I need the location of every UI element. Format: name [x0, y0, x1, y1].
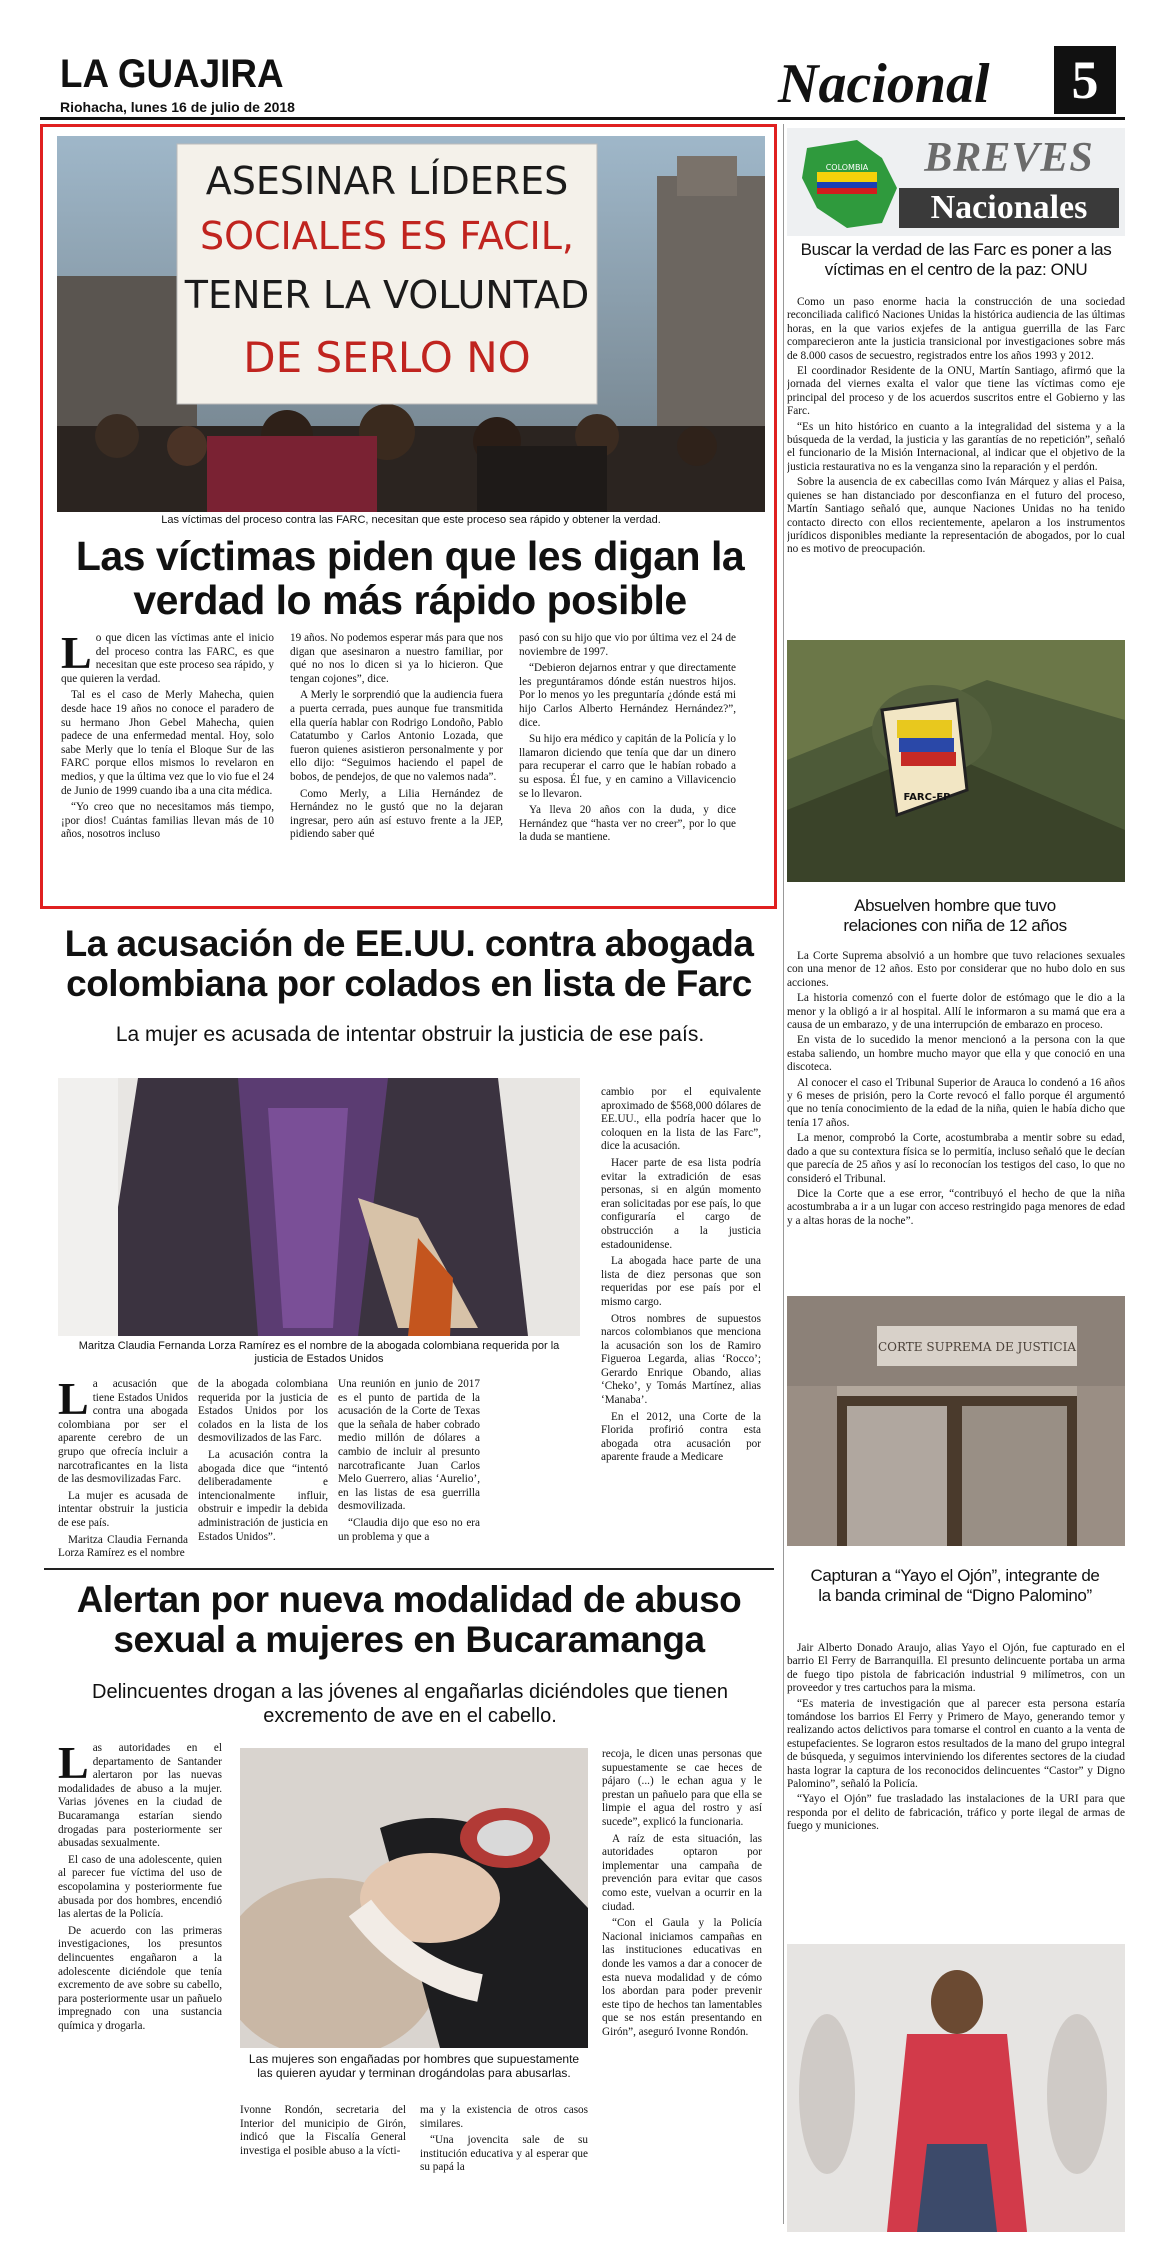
breves-banner [787, 128, 1125, 236]
hair-photo-image [240, 1748, 588, 2048]
dateline: Riohacha, lunes 16 de julio de 2018 [60, 99, 295, 115]
hair-photo [240, 1748, 588, 2048]
headline: Absuelven hombre que tuvo relaciones con niña de 12 años [843, 896, 1067, 935]
paragraph: La mujer es acusada de intentar obstruir la justicia de ese país. [58, 1489, 188, 1529]
paragraph: “Una jovencita sale de su institución educativa y al esperar que su papá la [420, 2134, 588, 2174]
paragraph: A Merly le sorprendió que la audiencia fuera a puerta cerrada, pues aunque fue transmitida ella quería hablar con Rodrigo Londoño, Pablo Catatumbo y Carlos Antonio Lozada, que fueron quienes asistieron personalmente y por ello dijo: “Seguimos haciendo el papel de bobos, de pendejos, de que no valemos nada”. [290, 689, 503, 783]
photo-caption: Las mujeres son engañadas por hombres que supuestamente las quieren ayudar y terminan drogándolas para abusarlas. [248, 2052, 580, 2080]
court-photo-image [787, 1296, 1125, 1546]
paragraph: La abogada hace parte de una lista de diez personas que son requeridas por ese país por el mismo cargo. [601, 1255, 761, 1308]
sign-line-3: TENER LA VOLUNTAD [184, 273, 590, 317]
sidebar-divider [783, 124, 784, 2224]
paragraph: “Es un hito histórico en cuanto a la integralidad del sistema y a la búsqueda de la verdad, la justicia y las garantías de no repetición”, señaló el funcionario de la Misión Internacional, al indicar que el objetivo de la justicia restaurativa no es la venganza sino la reparación y el perdón. [787, 420, 1125, 473]
paragraph: En el 2012, una Corte de la Florida profirió contra esta abogada otra acusación por aparente fraude a Medicare [601, 1410, 761, 1464]
story-column [61, 632, 274, 906]
suspect-photo-image [787, 1944, 1125, 2232]
story-column [787, 950, 1125, 1276]
paragraph: Como Merly, a Lilia Hernández de Hernández no le gustó que no la dejaran ingresar, pero aún así estuvo frente a la JEP, pidiendo saber qué [290, 787, 503, 841]
headline: La acusación de EE.UU. contra abogada colombiana por colados en lista de Farc [64, 923, 754, 1004]
story-column [519, 632, 736, 906]
paragraph: Sobre la ausencia de ex cabecillas como Iván Márquez y alias el Paisa, quienes se han distanciado por desconfianza en el futuro del proceso, Martín Santiago señaló que, aunque Naciones Unidas no ha tenido contacto directo con ellos recientemente, apelaron a los instrumentos jurídicos disponibles mediante la representación de abogados, por lo cual no es motivo de preocupación. [787, 476, 1125, 556]
headline: Buscar la verdad de las Farc es poner a las víctimas en el centro de la paz: ONU [800, 240, 1112, 279]
paragraph: Maritza Claudia Fernanda Lorza Ramírez es el nombre [58, 1533, 188, 1560]
page-number: 5 [1054, 46, 1116, 114]
paragraph: La acusación contra la abogada dice que “intentó deliberadamente e intencionalmente influir, obstruir e impedir la debida administración de justicia en Estados Unidos”. [198, 1448, 328, 1543]
patch-label: FARC-EP [903, 792, 951, 803]
breves-title: BREVES [924, 135, 1094, 181]
headline: Capturan a “Yayo el Ojón”, integrante de la banda criminal de “Digno Palomino” [810, 1566, 1100, 1605]
paragraph: A raíz de esta situación, las autoridades optaron por implementar una campaña de prevención para evitar que casos como este, vuelvan a ocurrir en la ciudad. [602, 1832, 762, 1913]
map-label: COLOMBIA [825, 163, 869, 172]
sign-line-1: ASESINAR LÍDERES [205, 159, 569, 203]
dropcap: L [58, 1742, 89, 1788]
protest-photo [57, 136, 765, 512]
paragraph: La menor, comprobó la Corte, acostumbraba a mentir sobre su edad, dado a que su contextura física se lo permitía, incluso señaló que le decían que parecía de 25 años y así lo reconocían los testigos del caso, lo que no consideró el Tribunal. [787, 1132, 1125, 1185]
section-title: Nacional [778, 53, 990, 115]
story-column [420, 2104, 588, 2228]
subheadline: Delincuentes drogan a las jóvenes al engañarlas diciéndoles que tienen excremento de ave en el cabello. [92, 1681, 728, 1727]
paragraph: a acusación que tiene Estados Unidos contra una abogada colombiana por ser el aparente cerebro de un grupo que ofrecía incluir a narcotraficantes en la lista de las desmovilizadas Farc. [58, 1378, 188, 1486]
masthead [0, 0, 1165, 120]
paragraph: as autoridades en el departamento de Santander alertaron por las nuevas modalidades de abuso a la mujer. Varias jóvenes en la ciudad de Bucaramanga estarían siendo drogadas para posteriormente ser abusadas sexualmente. [58, 1742, 222, 1850]
paragraph: ma y la existencia de otros casos similares. [420, 2104, 588, 2130]
breves-subtitle: Nacionales [930, 189, 1088, 226]
story-column [198, 1378, 328, 1563]
headline: Alertan por nueva modalidad de abuso sexual a mujeres en Bucaramanga [76, 1579, 742, 1660]
paragraph: Hacer parte de esa lista podría evitar la extradición de esas personas, si en algún momento eran solicitadas por ese país, lo que configuraría el cargo de obstrucción a la justicia estadounidense. [601, 1156, 761, 1251]
story-column [58, 1378, 188, 1563]
paragraph: Una reunión en junio de 2017 es el punto de partida de la acusación de la Corte de Texas que la señala de haber cobrado medio millón de dólares a cambio de incluir al presunto narcotraficante Juan Carlos Melo Guerrero, alias ‘Aurelio’, en las listas de esa guerrilla desmovilizada. [338, 1378, 480, 1513]
paragraph: 19 años. No podemos esperar más para que nos digan que asesinaron a nuestro familiar, por qué no nos lo dicen si ya lo hicieron. Que tengan cojones”, dice. [290, 632, 503, 685]
paragraph: Otros nombres de supuestos narcos colombianos que menciona la acusación son los de Ramiro Figueroa Legarda, alias ‘Rocco’; Gerardo Enrique Obando, alias ‘Cheko’, y Tomás Martínez, alias ‘Manaba’. [601, 1312, 761, 1407]
paragraph: La Corte Suprema absolvió a un hombre que tuvo relaciones sexuales con una menor de 12 años. Esto por considerar que no hubo dolo en sus acciones. [787, 950, 1125, 989]
paragraph: “Es materia de investigación que al parecer esta persona estaría tomándose los barrios El Ferry y Primero de Mayo, generando temor y realizando actos delictivos para tomarse el control en cuanto a la venta de estupefacientes. Se lograron estos resultados de la mano del grupo integral de búsqueda, y seguimos interviniendo los diferentes sectores de la ciudad hasta lograr la captura de los reconocidos delincuentes “Castor” y Digno Palomino”, señaló la Policía. [787, 1697, 1125, 1791]
suspect-photo [787, 1944, 1125, 2232]
protest-sign [177, 144, 597, 404]
paragraph: El coordinador Residente de la ONU, Martín Santiago, afirmó que la jornada del viernes exalta el valor que tiene las víctimas como eje principal del proceso y de los acuerdos suscritos entre el Gobierno y las Farc. [787, 365, 1125, 418]
paragraph: o que dicen las víctimas ante el inicio del proceso contra las FARC, es que necesitan que este proceso sea rápido, y que quieren la verdad. [61, 632, 274, 685]
story-column [290, 632, 503, 906]
story-column [787, 296, 1125, 628]
story-column [58, 1742, 222, 2227]
paragraph: pasó con su hijo que vio por última vez el 24 de noviembre de 1997. [519, 632, 736, 658]
paragraph: Como un paso enorme hacia la construcción de una sociedad reconciliada calificó Naciones Unidas la histórica audiencia de las últimas horas, en la que varios exjefes de la antigua guerrilla de las Farc comparecieron ante la justicia transicional por investigaciones sobre más de 8.000 casos de secuestro, registrados entre los años 1993 y 2012. [787, 296, 1125, 362]
paragraph: “Claudia dijo que eso no era un problema y que a [338, 1516, 480, 1543]
photo-caption: Maritza Claudia Fernanda Lorza Ramírez es el nombre de la abogada colombiana requerida por la justicia de Estados Unidos [78, 1340, 560, 1365]
lawyer-photo [58, 1078, 580, 1336]
story-column [601, 1086, 761, 1564]
dropcap: L [58, 1378, 89, 1424]
paragraph: De acuerdo con las primeras investigaciones, los presuntos delincuentes engañaron a la adolescente diciéndole que tenía excremento de ave sobre su cabello, para posteriormente usar un pañuelo impregnado con una sustancia química y drogarla. [58, 1924, 222, 2032]
paragraph: recoja, le dicen unas personas que supuestamente se cae heces de pájaro (...) le echan agua y le prestan un pañuelo para que ella se limpie el agua del rostro y así sucede”, explicó la funcionaria. [602, 1748, 762, 1828]
dropcap: L [61, 632, 92, 678]
paragraph: El caso de una adolescente, quien al parecer fue víctima del uso de escopolamina y posteriormente fue abusada por dos hombres, encendió las alertas de la Policía. [58, 1853, 222, 1921]
headline: Las víctimas piden que les digan la verdad lo más rápido posible [75, 533, 745, 624]
sign-line-2: SOCIALES ES FACIL, [199, 214, 575, 258]
paragraph: de la abogada colombiana requerida por la justicia de Estados Unidos por los colados en la lista de los desmovilizados de las Farc. [198, 1378, 328, 1445]
paragraph: “Yo creo que no necesitamos más tiempo, ¡por dios! Cuántas familias llevan más de 10 años, nosotros incluso [61, 801, 274, 841]
photo-caption: Las víctimas del proceso contra las FARC, necesitan que este proceso sea rápido y obtener la verdad. [161, 514, 661, 526]
paragraph: Ya lleva 20 años con la duda, y dice Hernández que “hasta ver no creer”, por lo que la duda se mantiene. [519, 804, 736, 844]
farc-patch-image [787, 640, 1125, 882]
paragraph: Dice la Corte que a ese error, “contribuyó el hecho de que la niña acostumbraba a ir a un lugar con acceso restringido paga menores de edad y a altas horas de la noche”. [787, 1187, 1125, 1227]
paragraph: Su hijo era médico y capitán de la Policía y lo llamaron diciendo que tenía que dar un dinero para recuperar el carro que le habían robado a su esposa. Él fue, y en camino a Villavicencio se lo llevaron. [519, 733, 736, 800]
paragraph: “Con el Gaula y la Policía Nacional iniciamos campañas en las instituciones educativas en donde les vamos a dar a conocer de esta nueva modalidad y de cómo los abordan para poder prevenir este tipo de hechos tan lamentables que se nos están presentando en Girón”, aseguró Ivonne Rondón. [602, 1917, 762, 2038]
paragraph: “Debieron dejarnos entrar y que directamente les preguntáramos dónde están nuestros hijos. Por lo menos yo les preguntaría ¿dónde está mi hijo Carlos Alberto Hernández Hernández?”, dice. [519, 662, 736, 729]
paragraph: Jair Alberto Donado Araujo, alias Yayo el Ojón, fue capturado en el barrio El Ferry de Barranquilla. El presunto delincuente portaba un arma de fuego tipo pistola de fabricación industrial 9 milímetros, con un proveedor y tres cartuchos para la misma. [787, 1642, 1125, 1695]
lawyer-photo-image [58, 1078, 580, 1336]
story-column [787, 1642, 1125, 1932]
sign-line-4: DE SERLO NO [243, 333, 531, 382]
paragraph: “Yayo el Ojón” fue trasladado las instalaciones de la URI para que responda por el delito de fabricación, tráfico y porte ilegal de armas de fuego y municiones. [787, 1793, 1125, 1833]
paragraph: cambio por el equivalente aproximado de $568,000 dólares de EE.UU., ella podría hacer que lo coloquen en la lista de las Farc”, dice la acusación. [601, 1086, 761, 1153]
story-column [602, 1748, 762, 2228]
paragraph: Tal es el caso de Merly Mahecha, quien desde hace 19 años no conoce el paradero de su hermano Jhon Gebel Mahecha, quien padece de una enfermedad mental. Hoy, solo sabe Merly que lo tenía el Bloque Sur de las FARC porque ellos mismos lo revelaron en medios, y que la última vez que lo vio fue el 24 de Junio de 1999 cuando iba a una cita médica. [61, 689, 274, 797]
paragraph: Al conocer el caso el Tribunal Superior de Arauca lo condenó a 16 años y 6 meses de prisión, pero la Corte revocó el fallo porque él argumentó que no tenía conocimiento de la edad de la niña, quien le había dicho que tenía 17 años. [787, 1076, 1125, 1129]
court-sign: CORTE SUPREMA DE JUSTICIA [877, 1340, 1077, 1354]
court-photo [787, 1296, 1125, 1546]
story-column [338, 1378, 480, 1563]
paper-name: LA GUAJIRA [60, 52, 284, 96]
paragraph: La historia comenzó con el fuerte dolor de estómago que le dio a la menor y la obligó a ir al hospital. Allí le informaron a su mamá que era a causa de un embarazo, y de una interrupción de embarazo en proceso. [787, 992, 1125, 1032]
section-divider [44, 1568, 774, 1570]
masthead-rule [40, 117, 1125, 120]
farc-patch-photo [787, 640, 1125, 882]
protest-photo-image [57, 136, 765, 512]
paragraph: En vista de lo sucedido la menor mencionó a la persona con la que estaba saliendo, un hombre mucho mayor que ella y que conoció en una discoteca. [787, 1034, 1125, 1074]
subheadline: La mujer es acusada de intentar obstruir la justicia de ese país. [115, 1023, 705, 1046]
paragraph: Ivonne Rondón, secretaria del Interior del municipio de Girón, indicó que la Fiscalía General investiga el posible abuso a la vícti- [240, 2104, 406, 2157]
story-column [240, 2104, 406, 2228]
